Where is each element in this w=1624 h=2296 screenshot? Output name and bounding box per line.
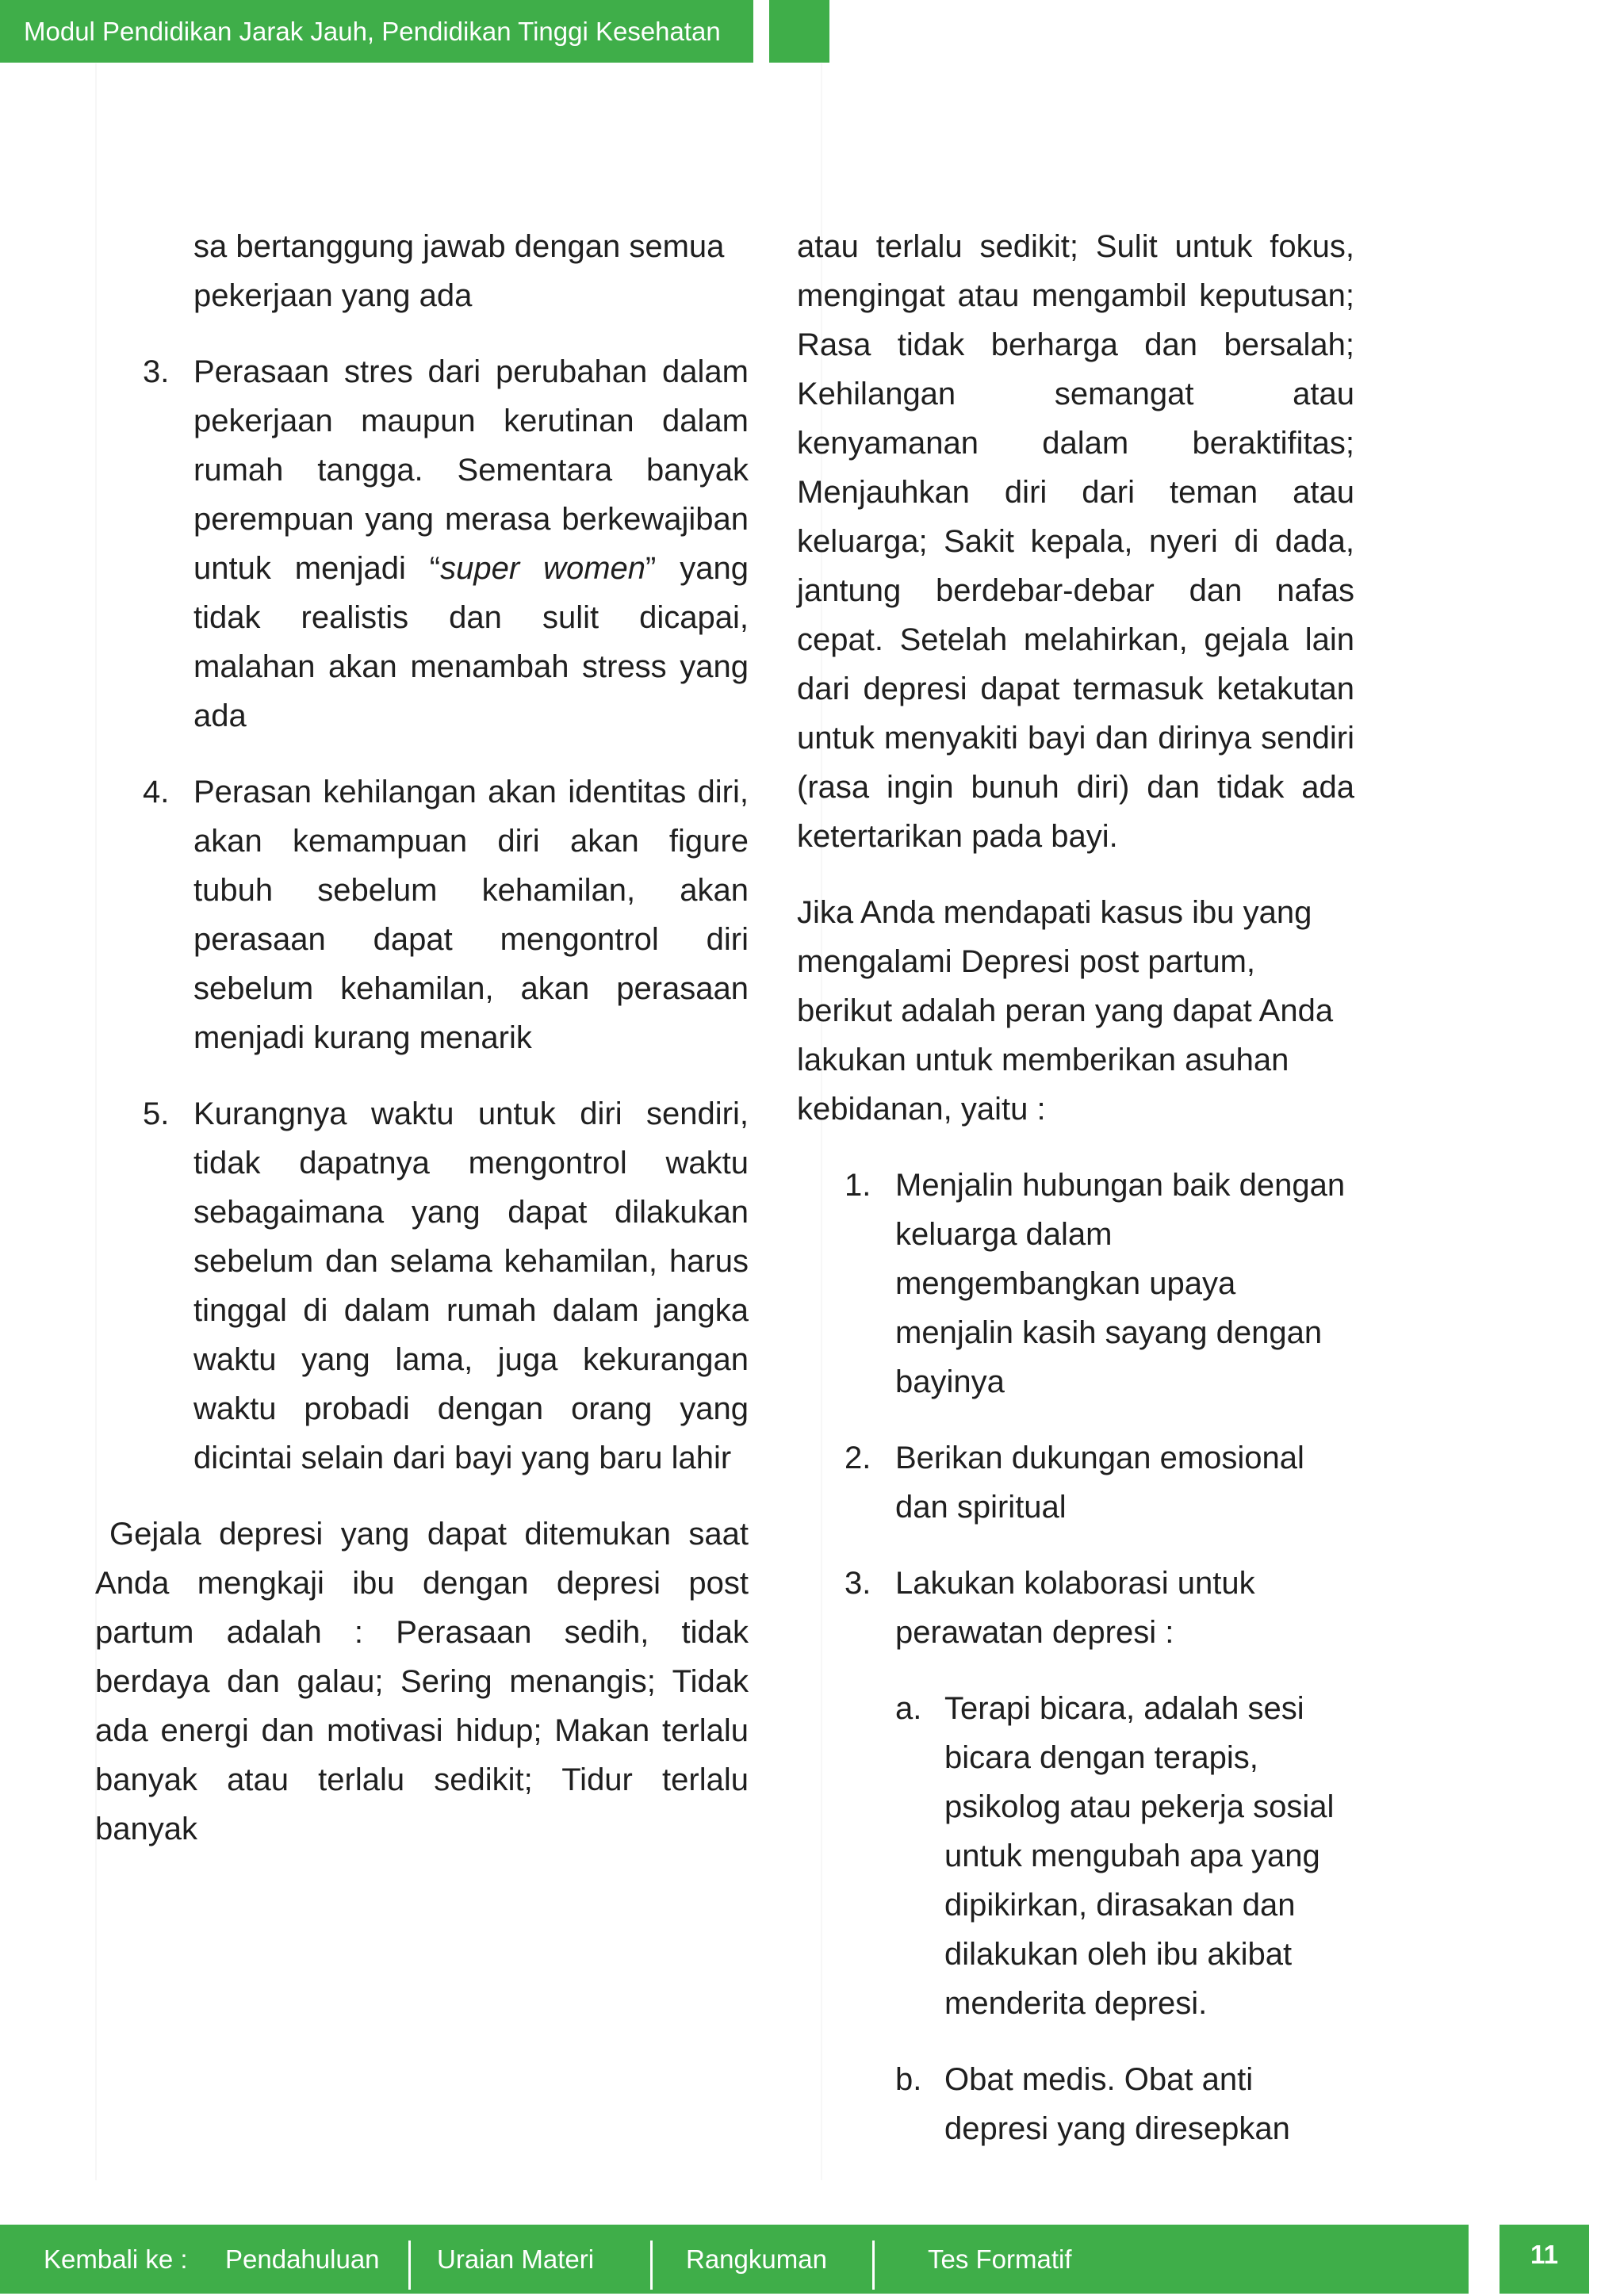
list-item-text: Berikan dukungan emosional dan spiritual: [895, 1441, 1304, 1525]
left-column: [95, 222, 749, 1881]
list-item: [845, 1559, 1354, 2153]
sub-list-item: [895, 2055, 1354, 2153]
right-column: [797, 222, 1354, 2180]
list-number: 4.: [143, 775, 170, 809]
nav-link-uraian-materi[interactable]: Uraian Materi: [437, 2244, 595, 2274]
symptoms-paragraph: Gejala depresi yang dapat ditemukan saat Anda mengkaji ibu dengan depresi post partum adalah : Perasaan sedih, tidak berdaya dan galau; Sering menangis; Tidak ada energi dan motivasi hidup; Makan terlalu banyak atau terlalu sedikit; Tidur terlalu banyak: [95, 1517, 749, 1846]
sub-list-item-text: Obat medis. Obat anti depresi yang diresepkan: [944, 2062, 1290, 2146]
page-number-box: [1500, 2225, 1589, 2294]
sub-list-item-text: Terapi bicara, adalah sesi bicara dengan terapis, psikolog atau pekerja sosial untuk mengubah apa yang dipikirkan, dirasakan dan dilakukan oleh ibu akibat menderita depresi.: [944, 1691, 1335, 2021]
nav-link-tes-formatif[interactable]: Tes Formatif: [928, 2244, 1072, 2274]
module-title: Modul Pendidikan Jarak Jauh, Pendidikan Tinggi Kesehatan: [24, 17, 721, 46]
list-item-text: Perasaan stres dari perubahan dalam pekerjaan maupun kerutinan dalam rumah tangga. Sementara banyak perempuan yang merasa berkewajiban untuk menjadi “super women” yang tidak realistis dan sulit dicapai, malahan akan menambah stress yang ada: [193, 354, 749, 733]
list-number: 5.: [143, 1096, 170, 1131]
list-item: [143, 347, 749, 740]
intro-paragraph: Jika Anda mendapati kasus ibu yang mengalami Depresi post partum, berikut adalah peran yang dapat Anda lakukan untuk memberikan asuhan kebidanan, yaitu :: [797, 895, 1334, 1127]
role-list: [845, 1161, 1354, 2153]
list-item: [143, 1089, 749, 1483]
continued-list-text: sa bertanggung jawab dengan semua pekerjaan yang ada: [193, 229, 725, 313]
sub-list-letter: a.: [895, 1691, 922, 1726]
nav-link-pendahuluan[interactable]: Pendahuluan: [225, 2244, 380, 2274]
continued-paragraph: atau terlalu sedikit; Sulit untuk fokus, mengingat atau mengambil keputusan; Rasa tidak berharga dan bersalah; Kehilangan semangat atau kenyamanan dalam beraktifitas; Menjauhkan diri dari teman atau keluarga; Sakit kepala, nyeri di dada, jantung berdebar-debar dan nafas cepat. Setelah melahirkan, gejala lain dari depresi dapat termasuk ketakutan untuk menyakiti bayi dan dirinya sendiri (rasa ingin bunuh diri) dan tidak ada ketertarikan pada bayi.: [797, 229, 1354, 854]
page-number: 11: [1530, 2240, 1558, 2269]
nav-separator: [650, 2241, 653, 2290]
list-number: 3.: [845, 1566, 871, 1601]
list-number: 2.: [845, 1441, 871, 1475]
nav-link-rangkuman[interactable]: Rangkuman: [686, 2244, 827, 2274]
list-item: [845, 1433, 1354, 1532]
margin-line: [95, 63, 97, 2180]
list-item-text: Perasan kehilangan akan identitas diri, akan kemampuan diri akan figure tubuh sebelum kehamilan, akan perasaan dapat mengontrol diri sebelum kehamilan, akan perasaan menjadi kurang menarik: [193, 775, 749, 1055]
sub-list: [895, 1684, 1354, 2153]
footer-nav-bar: [0, 2225, 1469, 2294]
sub-list-letter: b.: [895, 2062, 922, 2097]
module-title-bar: [0, 0, 753, 63]
header-accent-block: [769, 0, 829, 63]
back-to-label: Kembali ke :: [44, 2244, 188, 2274]
sub-list-item: [895, 1684, 1354, 2028]
emphasis-text: super women: [440, 551, 646, 586]
list-number: 1.: [845, 1168, 871, 1203]
list-number: 3.: [143, 354, 170, 389]
list-item-text: Lakukan kolaborasi untuk perawatan depresi :: [895, 1566, 1255, 1650]
list-item: [143, 767, 749, 1062]
list-item-text: Kurangnya waktu untuk diri sendiri, tidak dapatnya mengontrol waktu sebagaimana yang dapat dilakukan sebelum dan selama kehamilan, harus tinggal di dalam rumah dalam jangka waktu yang lama, juga kekurangan waktu probadi dengan orang yang dicintai selain dari bayi yang baru lahir: [193, 1096, 749, 1475]
list-item-text: Menjalin hubungan baik dengan keluarga dalam mengembangkan upaya menjalin kasih sayang dengan bayinya: [895, 1168, 1346, 1399]
list-item: [845, 1161, 1354, 1406]
nav-separator: [408, 2241, 411, 2290]
nav-separator: [872, 2241, 875, 2290]
